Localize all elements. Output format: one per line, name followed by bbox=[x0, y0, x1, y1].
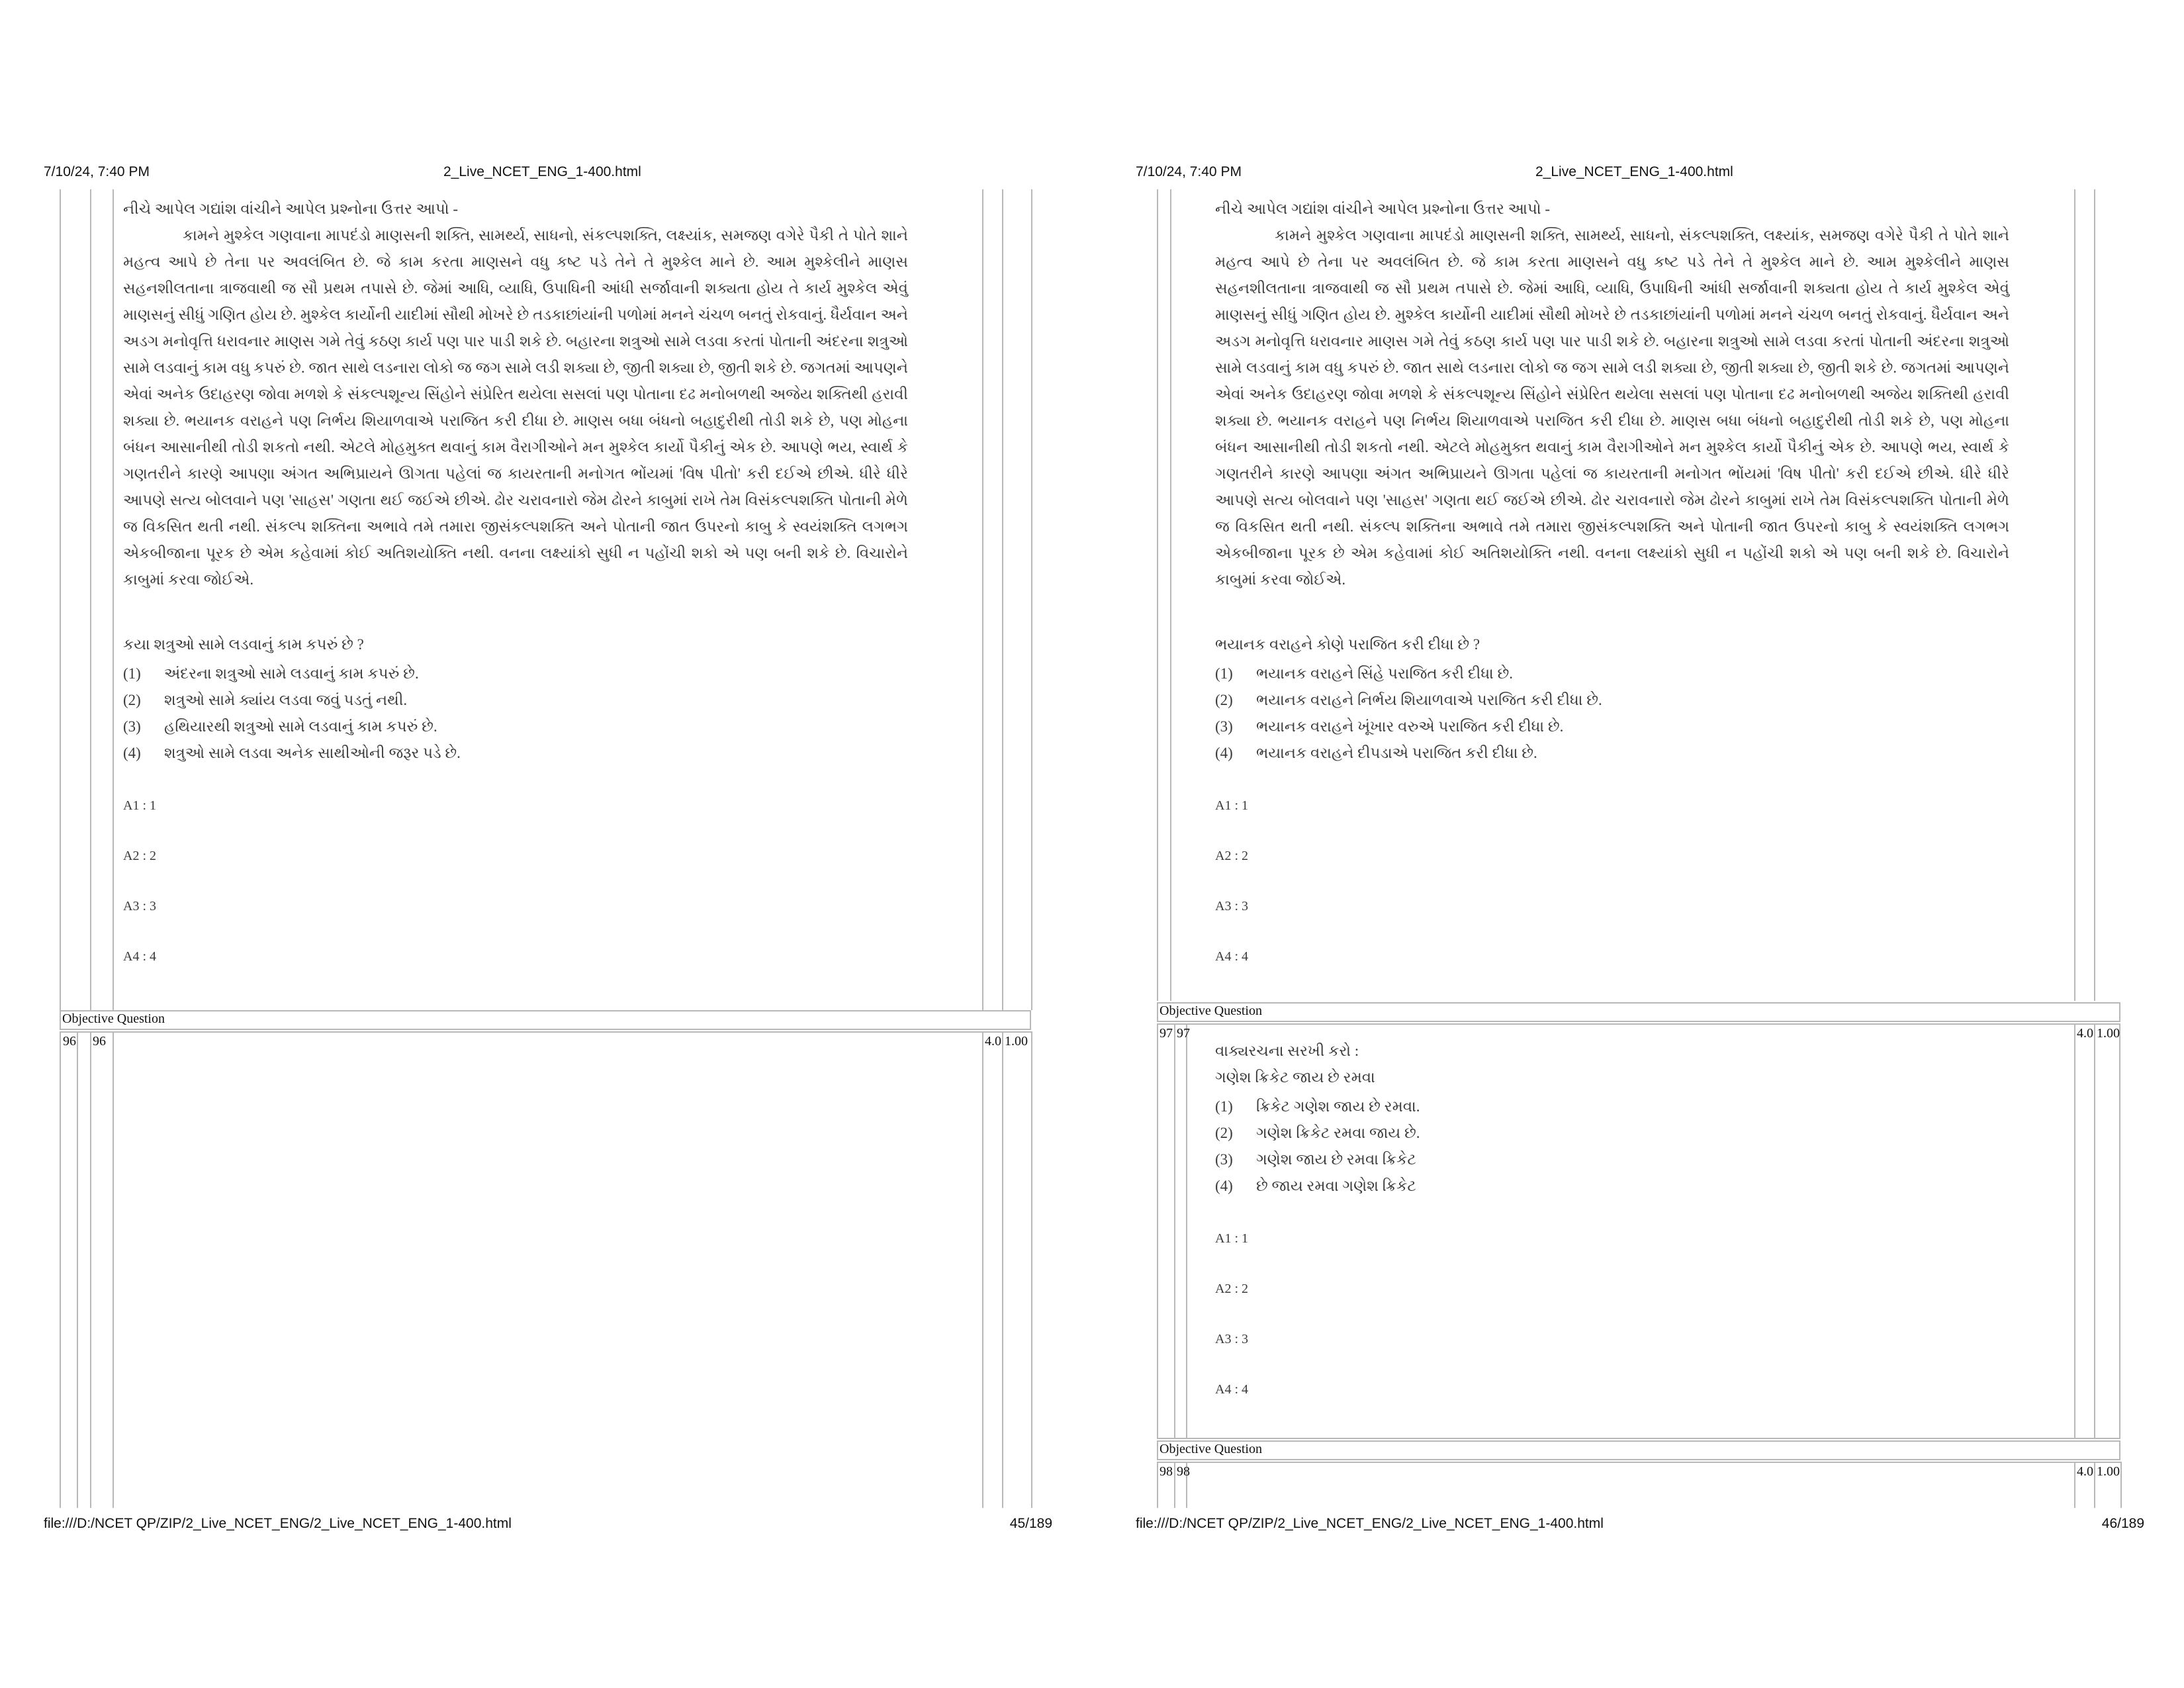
option-2: (2) ભયાનક વરાહને નિર્ભય શિયાળવાએ પરાજિત કરી દીધા છે. bbox=[1215, 692, 1602, 708]
answer-keys bbox=[1215, 796, 2009, 997]
table-border bbox=[90, 1031, 91, 1508]
passage-text: કામને મુશ્કેલ ગણવાના માપદંડો માણસની શક્તિ, સામર્થ્ય, સાધનો, સંકલ્પશક્તિ, લક્ષ્યાંક, સમજણ વગેરે પૈકી તે પોતે શાને મહત્વ આપે છે તેના પર અવલંબિત છે. જે કામ કરતા માણસને વધુ કષ્ટ પડે તેને તે મુશ્કેલ માને છે. આમ મુશ્કેલીને માણસ સહનશીલતાના ત્રાજવાથી જ સૌ પ્રથમ તપાસે છે. જેમાં આધિ, વ્યાધિ, ઉપાધિની આંધી સર્જાવાની શક્યતા હોય તે કાર્ય મુશ્કેલ એવું માણસનું સીધું ગણિત હોય છે. મુશ્કેલ કાર્યોની યાદીમાં સૌથી મોખરે છે તડકાછાંયાંની પળોમાં મનને ચંચળ બનતું રોકવાનું. ધૈર્યવાન અને અડગ મનોવૃત્તિ ધરાવનાર માણસ ગમે તેવું કઠણ કાર્ય પણ પાર પાડી શકે છે. બહારના શત્રુઓ સામે લડવા કરતાં પોતાની અંદરના શત્રુઓ સામે લડવાનું કામ વધુ કપરું છે. જાત સાથે લડનારા લોકો જ જગ સામે લડી શક્યા છે, જીતી શક્યા છે, જીતી શકે છે. જગતમાં આપણને એવાં અનેક ઉદાહરણ જોવા મળશે કે સંકલ્પશૂન્ય સિંહોને સંપ્રેરિત થયેલા સસલાં પણ પોતાના દઢ મનોબળથી અજેય શક્તિથી હરાવી શક્યા છે. ભયાનક વરાહને પણ નિર્ભય શિયાળવાએ પરાજિત કરી દીધા છે. માણસ બધા બંધનો બહાદુરીથી તોડી શકે છે, પણ મોહના બંધન આસાનીથી તોડી શકતો નથી. એટલે મોહમુક્ત થવાનું કામ વૈરાગીઓને મન મુશ્કેલ કાર્યો પૈકીનું એક છે. આપણે ભય, સ્વાર્થ કે ગણતરીને કારણે આપણા અંગત અભિપ્રાયને ઊગતા પહેલાં જ કાયરતાની મનોગત ભોંયમાં 'વિષ પીતો' કરી દઈએ છીએ. ધીરે ધીરે આપણે સત્ય બોલવાને પણ 'સાહસ' ગણતા થઈ જઈએ છીએ. ઢોર ચરાવનારો જેમ ઢોરને કાબુમાં રાખે તેમ વિસંકલ્પશક્તિ પોતાની મેળે જ વિકસિત થતી નથી. સંકલ્પ શક્તિના અભાવે તમે તમારા જીસંકલ્પશક્તિ અને પોતાની જાત ઉપરનો કાબુ કે સ્વયંશક્તિ લગભગ એકબીજાના પૂરક છે એમ કહેવામાં કોઈ અતિશયોક્તિ નથી. વનના લક્ષ્યાંકો સુધી ન પહોંચી શકો એ પણ બની શકે છે. વિચારોને કાબુમાં કરવા જોઈએ. bbox=[1215, 227, 2009, 588]
table-border bbox=[982, 1031, 983, 1508]
table-border bbox=[2074, 1023, 2075, 1439]
table-border bbox=[1174, 1462, 1175, 1508]
option-2: (2) શત્રુઓ સામે ક્યાંય લડવા જવું પડતું નથી. bbox=[123, 692, 408, 708]
table-border bbox=[1157, 189, 1158, 1001]
answer-key-2: A2 : 2 bbox=[1215, 849, 1248, 863]
print-datetime: 7/10/24, 7:40 PM bbox=[1136, 164, 1242, 179]
answer-key-2: A2 : 2 bbox=[123, 849, 156, 863]
answer-key-4: A4 : 4 bbox=[123, 949, 156, 964]
serial-number: 98 bbox=[1160, 1464, 1173, 1479]
option-3: (3) ભયાનક વરાહને ખૂંખાર વરુએ પરાજિત કરી દીધા છે. bbox=[1215, 718, 1564, 735]
passage-heading: નીચે આપેલ ગદ્યાંશ વાંચીને આપેલ પ્રશ્નોના ઉત્તર આપો - bbox=[123, 201, 459, 217]
table-border bbox=[60, 189, 61, 1010]
answer-key-1: A1 : 1 bbox=[1215, 798, 1248, 813]
table-border bbox=[1170, 189, 1171, 1001]
table-border bbox=[1157, 1462, 2120, 1463]
table-border bbox=[1002, 189, 1003, 1010]
table-border bbox=[2074, 1462, 2075, 1508]
answer-keys bbox=[123, 796, 908, 997]
option-4: (4) છે જાય રમવા ગણેશ ક્રિકેટ bbox=[1215, 1178, 1416, 1194]
question-passage bbox=[1215, 196, 2009, 997]
marks: 4.0 bbox=[985, 1034, 1001, 1049]
negative-marks: 1.00 bbox=[2097, 1464, 2120, 1479]
passage-text: કામને મુશ્કેલ ગણવાના માપદંડો માણસની શક્તિ, સામર્થ્ય, સાધનો, સંકલ્પશક્તિ, લક્ષ્યાંક, સમજણ વગેરે પૈકી તે પોતે શાને મહત્વ આપે છે તેના પર અવલંબિત છે. જે કામ કરતા માણસને વધુ કષ્ટ પડે તેને તે મુશ્કેલ માને છે. આમ મુશ્કેલીને માણસ સહનશીલતાના ત્રાજવાથી જ સૌ પ્રથમ તપાસે છે. જેમાં આધિ, વ્યાધિ, ઉપાધિની આંધી સર્જાવાની શક્યતા હોય તે કાર્ય મુશ્કેલ એવું માણસનું સીધું ગણિત હોય છે. મુશ્કેલ કાર્યોની યાદીમાં સૌથી મોખરે છે તડકાછાંયાંની પળોમાં મનને ચંચળ બનતું રોકવાનું. ધૈર્યવાન અને અડગ મનોવૃત્તિ ધરાવનાર માણસ ગમે તેવું કઠણ કાર્ય પણ પાર પાડી શકે છે. બહારના શત્રુઓ સામે લડવા કરતાં પોતાની અંદરના શત્રુઓ સામે લડવાનું કામ વધુ કપરું છે. જાત સાથે લડનારા લોકો જ જગ સામે લડી શક્યા છે, જીતી શક્યા છે, જીતી શકે છે. જગતમાં આપણને એવાં અનેક ઉદાહરણ જોવા મળશે કે સંકલ્પશૂન્ય સિંહોને સંપ્રેરિત થયેલા સસલાં પણ પોતાના દઢ મનોબળથી અજેય શક્તિથી હરાવી શક્યા છે. ભયાનક વરાહને પણ નિર્ભય શિયાળવાએ પરાજિત કરી દીધા છે. માણસ બધા બંધનો બહાદુરીથી તોડી શકે છે, પણ મોહના બંધન આસાનીથી તોડી શકતો નથી. એટલે મોહમુક્ત થવાનું કામ વૈરાગીઓને મન મુશ્કેલ કાર્યો પૈકીનું એક છે. આપણે ભય, સ્વાર્થ કે ગણતરીને કારણે આપણા અંગત અભિપ્રાયને ઊગતા પહેલાં જ કાયરતાની મનોગત ભોંયમાં 'વિષ પીતો' કરી દઈએ છીએ. ધીરે ધીરે આપણે સત્ય બોલવાને પણ 'સાહસ' ગણતા થઈ જઈએ છીએ. ઢોર ચરાવનારો જેમ ઢોરને કાબુમાં રાખે તેમ વિસંકલ્પશક્તિ પોતાની મેળે જ વિકસિત થતી નથી. સંકલ્પ શક્તિના અભાવે તમે તમારા જીસંકલ્પશક્તિ અને પોતાની જાત ઉપરનો કાબુ કે સ્વયંશક્તિ લગભગ એકબીજાના પૂરક છે એમ કહેવામાં કોઈ અતિશયોક્તિ નથી. વનના લક્ષ્યાંકો સુધી ન પહોંચી શકો એ પણ બની શકે છે. વિચારોને કાબુમાં કરવા જોઈએ. bbox=[123, 227, 908, 588]
question-id: 98 bbox=[1177, 1464, 1190, 1479]
answer-keys bbox=[1215, 1229, 2009, 1430]
table-border bbox=[2094, 1462, 2095, 1508]
answer-key-1: A1 : 1 bbox=[123, 798, 156, 813]
question-95 bbox=[123, 196, 908, 997]
objective-row bbox=[60, 1010, 1031, 1030]
option-1: (1) ભયાનક વરાહને સિંહે પરાજિત કરી દીધા છે. bbox=[1215, 665, 1514, 682]
right-page bbox=[1092, 0, 2184, 1688]
table-border bbox=[2094, 189, 2095, 1001]
objective-label: Objective Question bbox=[1160, 1004, 1262, 1018]
answer-key-2: A2 : 2 bbox=[1215, 1282, 1248, 1296]
table-border bbox=[113, 1031, 114, 1508]
table-border bbox=[1157, 1462, 1158, 1508]
option-3: (3) હથિયારથી શત્રુઓ સામે લડવાનું કામ કપરું છે. bbox=[123, 718, 437, 735]
option-4: (4) શત્રુઓ સામે લડવા અનેક સાથીઓની જરૂર પડે છે. bbox=[123, 745, 461, 761]
question-sentence: ગણેશ ક્રિકેટ જાય છે રમવા bbox=[1215, 1069, 1375, 1086]
options-list bbox=[123, 661, 908, 767]
serial-number: 96 bbox=[63, 1034, 76, 1049]
serial-number: 97 bbox=[1160, 1026, 1173, 1041]
answer-key-3: A3 : 3 bbox=[1215, 899, 1248, 914]
objective-row bbox=[1157, 1440, 2120, 1460]
question-id: 96 bbox=[93, 1034, 106, 1049]
table-border bbox=[77, 1031, 78, 1508]
question-97 bbox=[1215, 1038, 2009, 1430]
answer-key-4: A4 : 4 bbox=[1215, 949, 1248, 964]
print-title: 2_Live_NCET_ENG_1-400.html bbox=[443, 164, 641, 179]
table-border bbox=[60, 1031, 1031, 1033]
table-border bbox=[113, 189, 114, 1010]
answer-key-3: A3 : 3 bbox=[123, 899, 156, 914]
negative-marks: 1.00 bbox=[1005, 1034, 1028, 1049]
table-border bbox=[60, 1031, 61, 1508]
table-border bbox=[1031, 189, 1032, 1010]
option-3: (3) ગણેશ જાય છે રમવા ક્રિકેટ bbox=[1215, 1151, 1416, 1168]
table-border bbox=[90, 189, 91, 1010]
table-border bbox=[1174, 1023, 1175, 1439]
print-title: 2_Live_NCET_ENG_1-400.html bbox=[1535, 164, 1733, 179]
options-list bbox=[1215, 661, 2009, 767]
passage-heading: નીચે આપેલ ગદ્યાંશ વાંચીને આપેલ પ્રશ્નોના ઉત્તર આપો - bbox=[1215, 201, 1551, 217]
option-4: (4) ભયાનક વરાહને દીપડાએ પરાજિત કરી દીધા છે. bbox=[1215, 745, 1537, 761]
objective-label: Objective Question bbox=[62, 1011, 165, 1026]
options-list bbox=[1215, 1094, 2009, 1199]
option-1: (1) અંદરના શત્રુઓ સામે લડવાનું કામ કપરું છે. bbox=[123, 665, 419, 682]
answer-key-3: A3 : 3 bbox=[1215, 1332, 1248, 1346]
table-border bbox=[2074, 189, 2075, 1001]
print-page-number: 45/189 bbox=[1009, 1516, 1052, 1531]
question-instruction: વાક્યરચના સરખી કરો : bbox=[1215, 1043, 1359, 1059]
objective-label: Objective Question bbox=[1160, 1442, 1262, 1456]
objective-row bbox=[1157, 1002, 2120, 1022]
negative-marks: 1.00 bbox=[2097, 1026, 2120, 1041]
print-page-number: 46/189 bbox=[2101, 1516, 2144, 1531]
question-text: ભયાનક વરાહને કોણે પરાજિત કરી દીધા છે ? bbox=[1215, 636, 1480, 653]
print-footer-path: file:///D:/NCET QP/ZIP/2_Live_NCET_ENG/2_Live_NCET_ENG_1-400.html bbox=[44, 1516, 512, 1531]
marks: 4.0 bbox=[2077, 1464, 2093, 1479]
print-footer-path: file:///D:/NCET QP/ZIP/2_Live_NCET_ENG/2_Live_NCET_ENG_1-400.html bbox=[1136, 1516, 1604, 1531]
table-border bbox=[1186, 1023, 1187, 1439]
table-border bbox=[1031, 1031, 1032, 1508]
marks: 4.0 bbox=[2077, 1026, 2093, 1041]
answer-key-1: A1 : 1 bbox=[1215, 1231, 1248, 1246]
option-2: (2) ગણેશ ક્રિકેટ રમવા જાય છે. bbox=[1215, 1125, 1420, 1141]
question-id: 97 bbox=[1177, 1026, 1190, 1041]
question-text: કયા શત્રુઓ સામે લડવાનું કામ કપરું છે ? bbox=[123, 636, 364, 653]
table-border bbox=[2120, 1462, 2122, 1508]
table-border bbox=[2094, 1023, 2095, 1439]
table-border bbox=[1002, 1031, 1003, 1508]
answer-key-4: A4 : 4 bbox=[1215, 1382, 1248, 1397]
table-border bbox=[982, 189, 983, 1010]
print-datetime: 7/10/24, 7:40 PM bbox=[44, 164, 150, 179]
option-1: (1) ક્રિકેટ ગણેશ જાય છે રમવા. bbox=[1215, 1098, 1420, 1115]
